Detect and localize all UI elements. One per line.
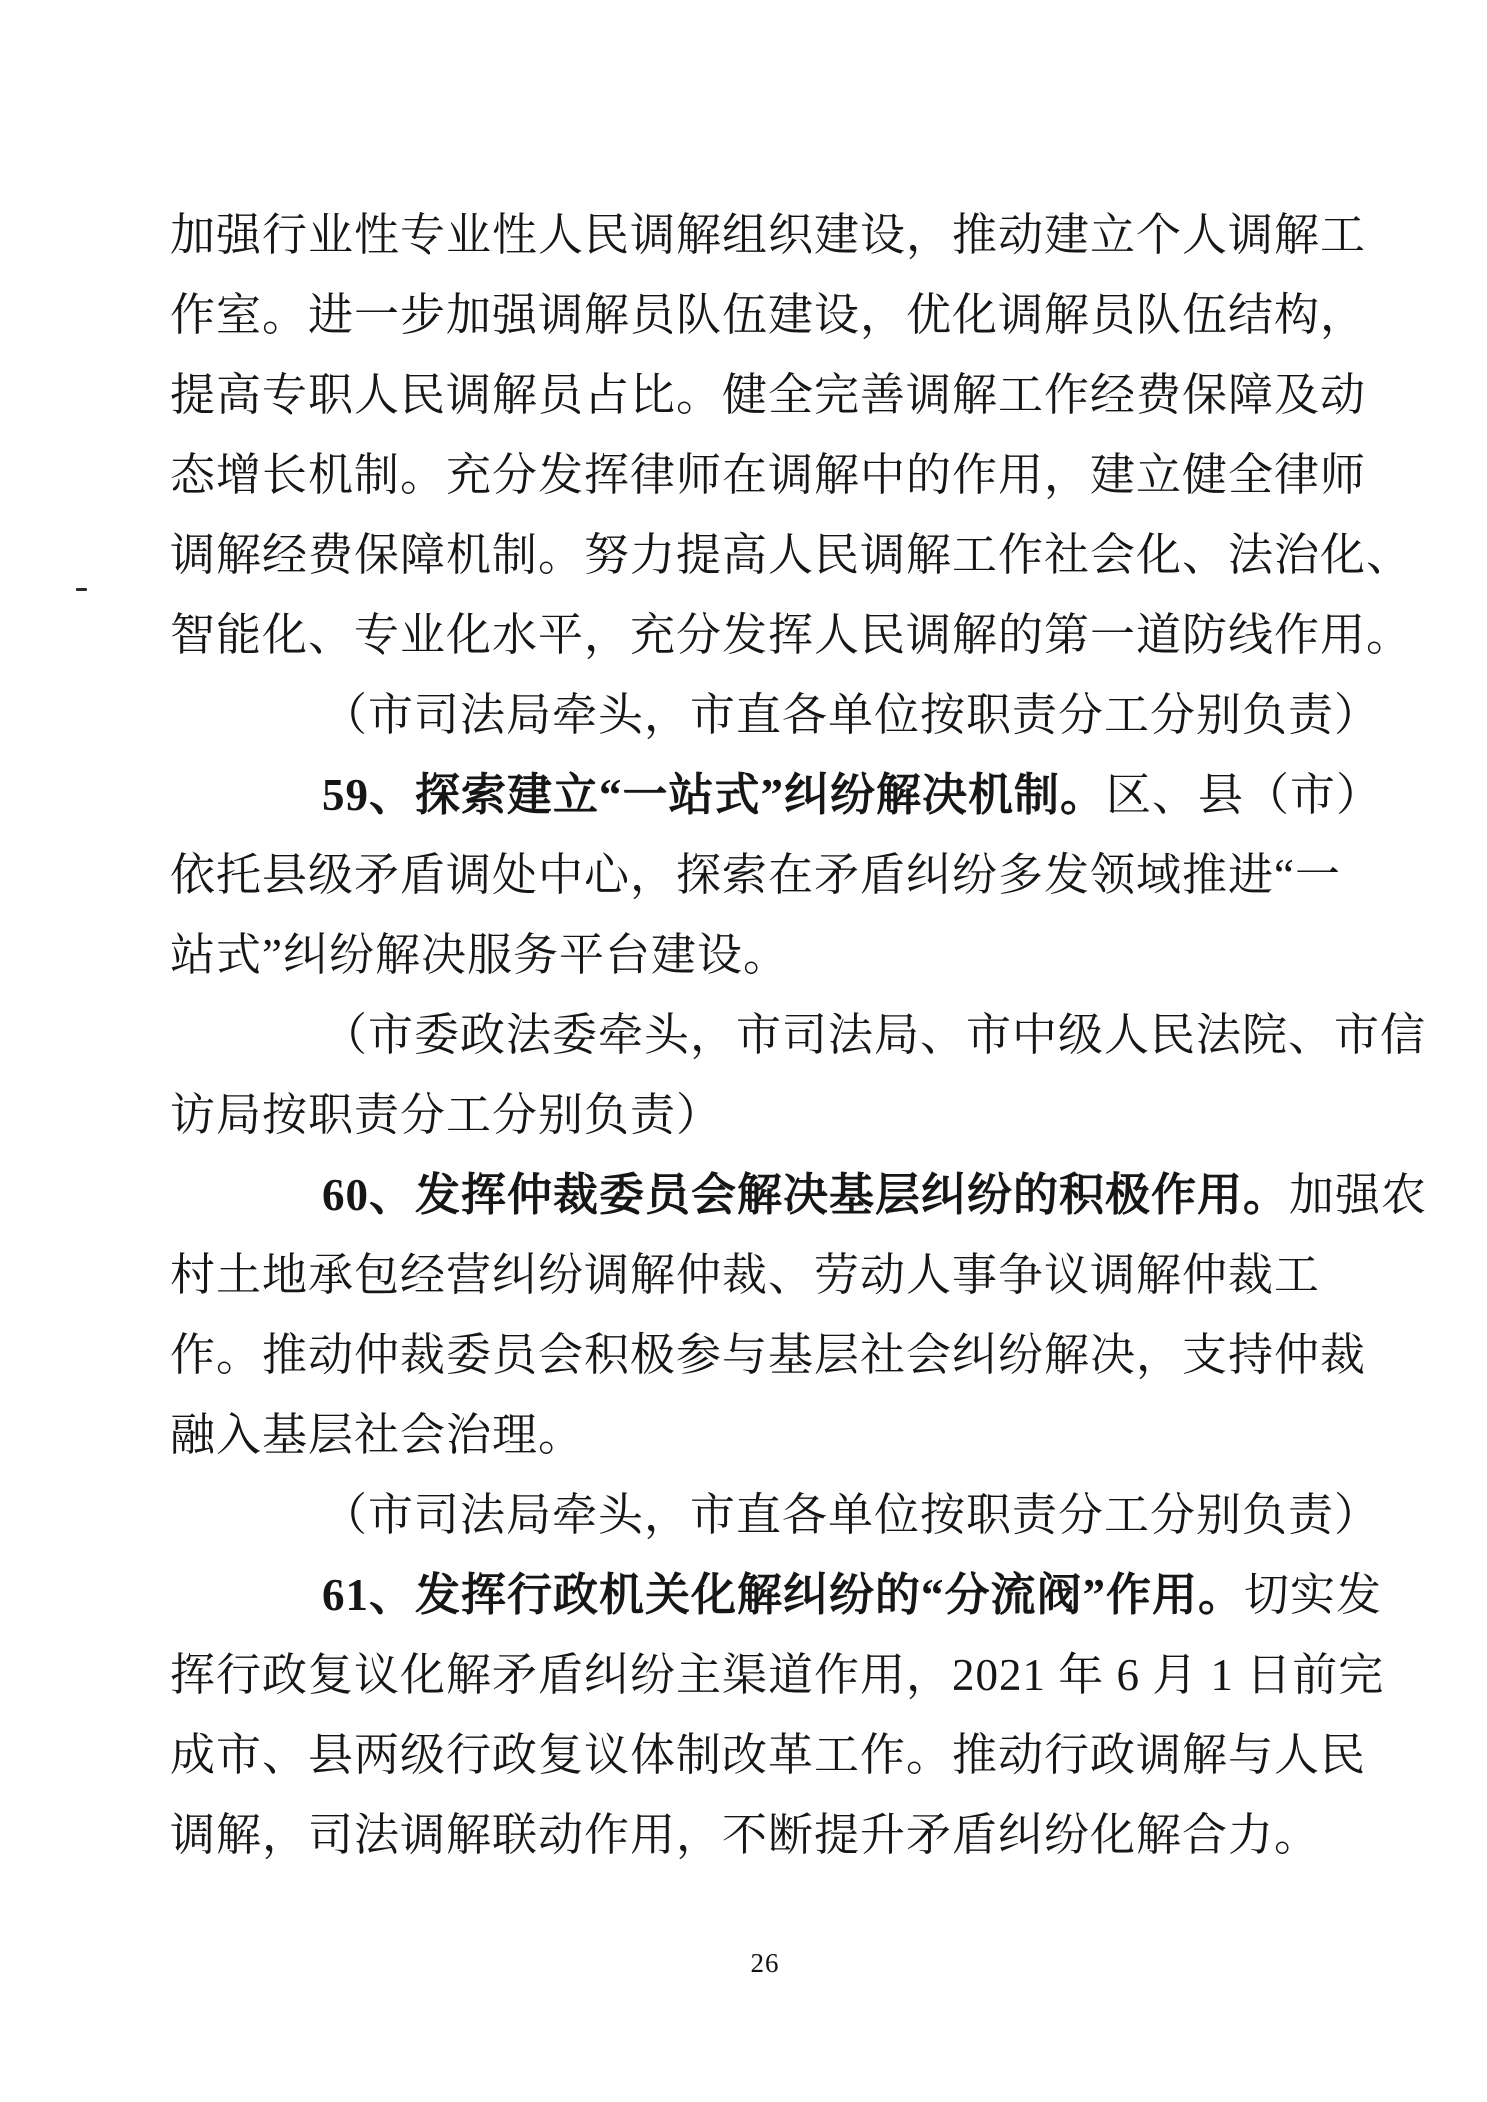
text-segment: （市司法局牵头，市直各单位按职责分工分别负责） (322, 690, 1381, 740)
text-line (170, 355, 1367, 435)
text-line (170, 275, 1367, 355)
text-line (170, 1075, 1340, 1155)
text-line (170, 1315, 1367, 1395)
text-line (170, 1235, 1340, 1315)
text-segment-bold: 60、发挥仲裁委员会解决基层纠纷的积极作用。 (322, 1170, 1290, 1220)
text-segment: 区、县（市） (1106, 770, 1383, 820)
text-segment: 站式”纠纷解决服务平台建设。 (170, 930, 789, 980)
text-segment: 调解，司法调解联动作用，不断提升矛盾纠纷化解合力。 (170, 1810, 1321, 1860)
text-line (170, 1395, 1340, 1475)
text-segment-bold: 59、探索建立“一站式”纠纷解决机制。 (322, 770, 1107, 820)
text-line (170, 195, 1367, 275)
page-number: 26 (750, 1948, 780, 1978)
text-segment: （市委政法委牵头，市司法局、市中级人民法院、市信 (322, 1010, 1427, 1060)
text-line (170, 915, 1340, 995)
text-segment: 切实发 (1244, 1570, 1383, 1620)
text-line (170, 515, 1413, 595)
text-segment: 成市、县两级行政复议体制改革工作。推动行政调解与人民 (170, 1730, 1367, 1780)
text-segment: 加强行业性专业性人民调解组织建设，推动建立个人调解工 (170, 210, 1367, 260)
text-line (170, 755, 1383, 835)
text-line (170, 1555, 1383, 1635)
text-segment: （市司法局牵头，市直各单位按职责分工分别负责） (322, 1490, 1381, 1540)
text-line (170, 435, 1367, 515)
text-line (170, 1475, 1381, 1555)
scan-artifact-dash (76, 588, 87, 591)
text-line (170, 835, 1340, 915)
text-line (170, 1795, 1340, 1875)
text-segment: 访局按职责分工分别负责） (170, 1090, 723, 1140)
text-line (170, 1635, 1385, 1715)
text-segment: 挥行政复议化解矛盾纠纷主渠道作用，2021 年 6 月 1 日前完 (170, 1650, 1385, 1700)
text-segment: 融入基层社会治理。 (170, 1410, 585, 1460)
text-segment: 作室。进一步加强调解员队伍建设，优化调解员队伍结构， (170, 290, 1367, 340)
text-line (170, 595, 1413, 675)
text-segment: 提高专职人民调解员占比。健全完善调解工作经费保障及动 (170, 370, 1367, 420)
text-segment: 态增长机制。充分发挥律师在调解中的作用，建立健全律师 (170, 450, 1367, 500)
text-segment: 智能化、专业化水平，充分发挥人民调解的第一道防线作用。 (170, 610, 1413, 660)
document-text-block (170, 195, 1428, 1875)
text-line (170, 995, 1427, 1075)
text-line (170, 675, 1381, 755)
text-line (170, 1715, 1367, 1795)
text-segment: 依托县级矛盾调处中心，探索在矛盾纠纷多发领域推进“一 (170, 850, 1341, 900)
text-segment: 加强农 (1289, 1170, 1428, 1220)
text-segment: 调解经费保障机制。努力提高人民调解工作社会化、法治化、 (170, 530, 1413, 580)
text-segment-bold: 61、发挥行政机关化解纠纷的“分流阀”作用。 (322, 1570, 1245, 1620)
text-segment: 作。推动仲裁委员会积极参与基层社会纠纷解决，支持仲裁 (170, 1330, 1367, 1380)
text-line (170, 1155, 1428, 1235)
text-segment: 村土地承包经营纠纷调解仲裁、劳动人事争议调解仲裁工 (170, 1250, 1321, 1300)
